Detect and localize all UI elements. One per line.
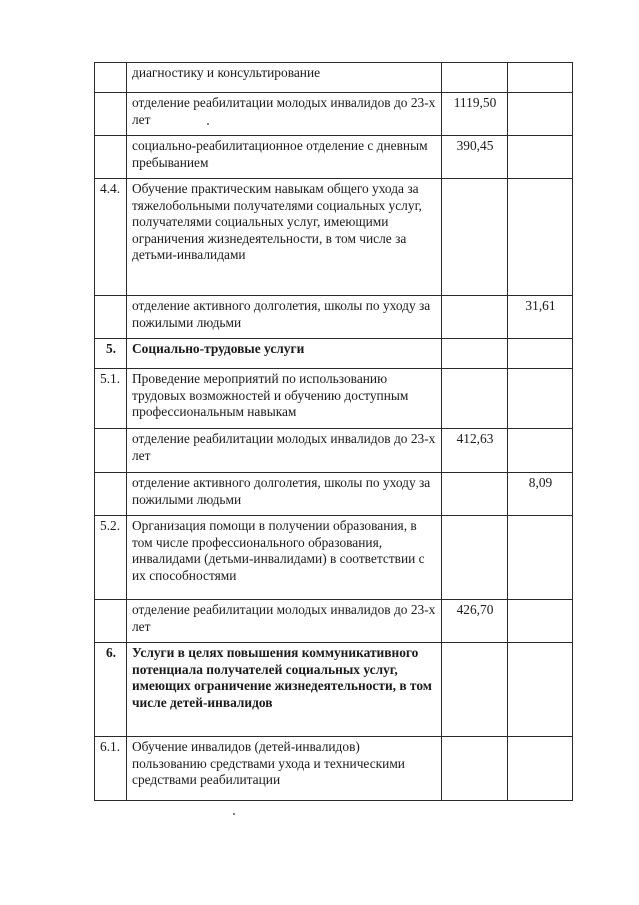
service-name: отделение активного долголетия, школы по уходу за пожилыми людьми — [127, 473, 442, 516]
service-name: социально-реабилитационное отделение с дневным пребыванием — [127, 136, 442, 179]
value-column-1: 390,45 — [442, 136, 508, 179]
value-column-1 — [442, 339, 508, 369]
table-row — [95, 93, 573, 136]
value-column-1 — [442, 473, 508, 516]
value-column-2: 8,09 — [508, 473, 573, 516]
table-row — [95, 516, 573, 600]
value-column-1 — [442, 737, 508, 801]
value-column-1 — [442, 516, 508, 600]
row-number: 5. — [95, 339, 127, 369]
table-row — [95, 179, 573, 296]
row-number — [95, 63, 127, 93]
value-column-1 — [442, 643, 508, 737]
value-column-1 — [442, 63, 508, 93]
value-column-2 — [508, 643, 573, 737]
row-number: 4.4. — [95, 179, 127, 296]
service-name: отделение активного долголетия, школы по уходу за пожилыми людьми — [127, 296, 442, 339]
value-column-2 — [508, 63, 573, 93]
row-number — [95, 600, 127, 643]
service-name: Услуги в целях повышения коммуникативного потенциала получателей социальных услуг, имеющих ограничение жизнедеятельности, в том числе детей-инвалидов — [127, 643, 442, 737]
value-column-1: 426,70 — [442, 600, 508, 643]
value-column-2 — [508, 339, 573, 369]
service-name: Обучение инвалидов (детей-инвалидов) пользованию средствами ухода и техническими средствами реабилитации — [127, 737, 442, 801]
service-name: Проведение мероприятий по использованию трудовых возможностей и обучению доступным профессиональным навыкам — [127, 369, 442, 429]
row-number — [95, 93, 127, 136]
value-column-2 — [508, 179, 573, 296]
row-number: 5.2. — [95, 516, 127, 600]
value-column-1 — [442, 369, 508, 429]
service-name: отделение реабилитации молодых инвалидов до 23-х лет — [127, 600, 442, 643]
scan-speck — [233, 813, 235, 815]
value-column-2 — [508, 737, 573, 801]
service-name: отделение реабилитации молодых инвалидов до 23-х лет — [127, 93, 442, 136]
row-number: 6. — [95, 643, 127, 737]
table-row — [95, 737, 573, 801]
value-column-1: 1119,50 — [442, 93, 508, 136]
value-column-2 — [508, 600, 573, 643]
table-row — [95, 429, 573, 473]
section-row — [95, 339, 573, 369]
row-number: 5.1. — [95, 369, 127, 429]
service-name: Социально-трудовые услуги — [127, 339, 442, 369]
value-column-2 — [508, 93, 573, 136]
value-column-2 — [508, 136, 573, 179]
value-column-2 — [508, 369, 573, 429]
table-row — [95, 600, 573, 643]
value-column-1 — [442, 179, 508, 296]
service-name: отделение реабилитации молодых инвалидов до 23-х лет — [127, 429, 442, 473]
value-column-1: 412,63 — [442, 429, 508, 473]
table-row — [95, 369, 573, 429]
service-name: диагностику и консультирование — [127, 63, 442, 93]
services-table-body — [95, 63, 573, 801]
value-column-2: 31,61 — [508, 296, 573, 339]
value-column-1 — [442, 296, 508, 339]
value-column-2 — [508, 516, 573, 600]
row-number — [95, 429, 127, 473]
table-row — [95, 473, 573, 516]
scan-speck — [207, 123, 209, 125]
table-row — [95, 63, 573, 93]
row-number — [95, 473, 127, 516]
service-name: Организация помощи в получении образования, в том числе профессионального образования, инвалидами (детьми-инвалидами) в соответствии с их способностями — [127, 516, 442, 600]
section-row — [95, 643, 573, 737]
row-number: 6.1. — [95, 737, 127, 801]
table-row — [95, 296, 573, 339]
table-row — [95, 136, 573, 179]
service-name: Обучение практическим навыкам общего ухода за тяжелобольными получателями социальных услуг, получателями социальных услуг, имеющими ограничения жизнедеятельности, в том числе за детьми-инвалидами — [127, 179, 442, 296]
services-table — [94, 62, 573, 801]
row-number — [95, 136, 127, 179]
value-column-2 — [508, 429, 573, 473]
row-number — [95, 296, 127, 339]
